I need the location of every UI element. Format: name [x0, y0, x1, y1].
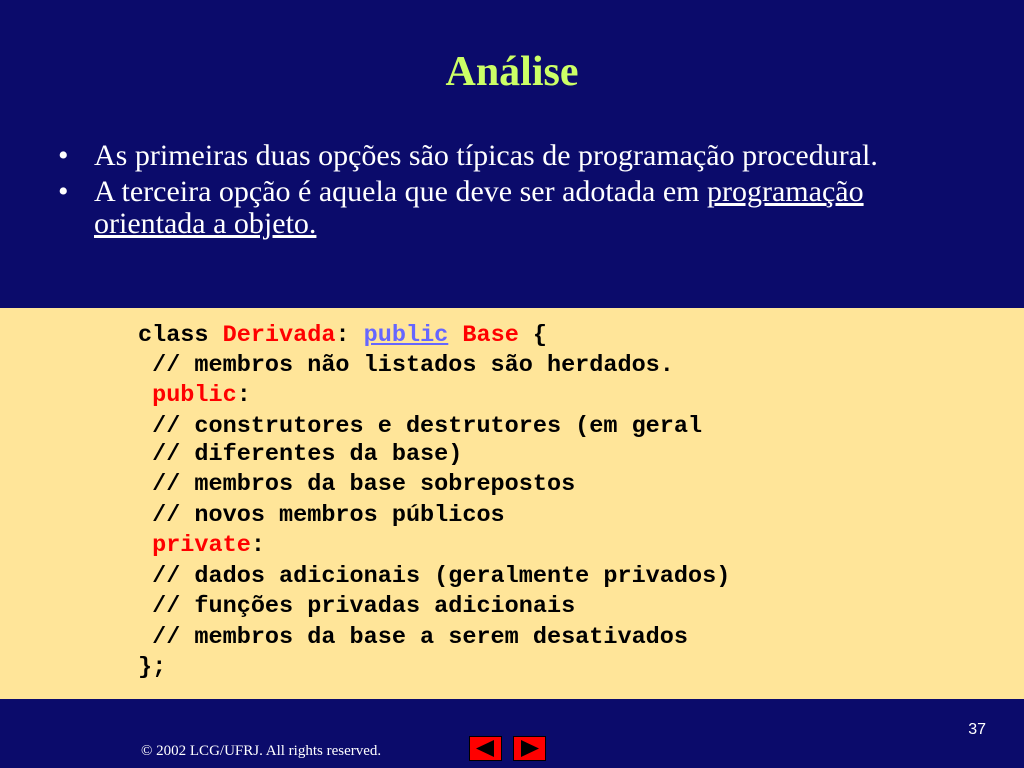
code-line-private [138, 532, 265, 559]
private-label: private [138, 532, 251, 559]
bullet-item [58, 140, 978, 172]
code-line: // funções privadas adicionais [138, 593, 576, 620]
open-brace: { [518, 322, 548, 349]
code-panel [0, 308, 1024, 699]
code-line-public [138, 382, 251, 409]
slide-title: Análise [445, 49, 579, 95]
code-line: // novos membros públicos [138, 502, 505, 529]
class-keyword: class [138, 322, 223, 349]
base-name: Base [448, 322, 519, 349]
colon: : [250, 532, 265, 559]
oop-link[interactable]: programação orientada a objeto. [94, 175, 864, 240]
bullet-text: A terceira opção é aquela que deve ser adotada em [94, 175, 708, 208]
bullet-marker: • [58, 175, 69, 208]
next-slide-button[interactable] [513, 736, 546, 761]
public-label: public [138, 382, 237, 409]
bullet-list [58, 140, 978, 244]
code-line: // dados adicionais (geralmente privados) [138, 563, 731, 590]
code-line: // diferentes da base) [138, 441, 463, 468]
previous-slide-button[interactable] [469, 736, 502, 761]
code-line-close: }; [138, 654, 167, 681]
copyright-footer: © 2002 LCG/UFRJ. All rights reserved. [141, 743, 382, 759]
right-arrow-icon [514, 737, 545, 760]
page-number: 37 [968, 721, 986, 738]
colon: : [236, 382, 251, 409]
code-line-class [138, 322, 547, 349]
left-arrow-icon [470, 737, 501, 760]
code-line: // membros da base sobrepostos [138, 471, 576, 498]
code-line: // membros não listados são herdados. [138, 352, 674, 379]
bullet-text: As primeiras duas opções são típicas de programação procedural. [94, 139, 878, 172]
code-line: // membros da base a serem desativados [138, 624, 688, 651]
public-link[interactable]: public [363, 322, 449, 349]
class-name: Derivada [222, 322, 336, 349]
bullet-item [58, 176, 978, 240]
code-line: // construtores e destrutores (em geral [138, 413, 703, 440]
colon: : [335, 322, 364, 349]
bullet-marker: • [58, 139, 69, 172]
